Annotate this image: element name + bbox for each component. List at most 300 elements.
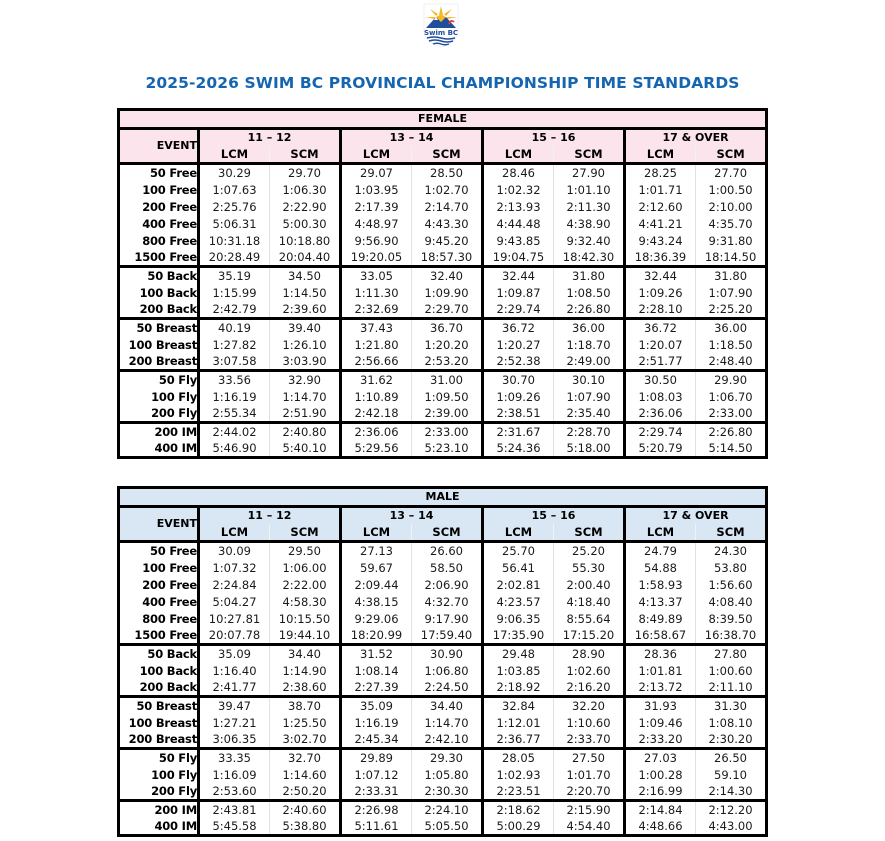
time-standard: 32.70 [288,751,321,765]
time-standard: 24.79 [625,542,696,560]
page-title: 2025-2026 SWIM BC PROVINCIAL CHAMPIONSHIP TIME STANDARDS [145,74,740,92]
event-name: 400 IM [119,440,199,458]
time-standard: 2:13.72 [625,679,696,697]
event-name: 400 IM [119,818,199,836]
event-name: 200 Fly [119,783,199,801]
time-standard: 1:16.19 [199,388,270,405]
time-standard: 2:13.93 [483,198,554,215]
time-standard: 34.40 [288,647,321,661]
event-name: 800 Free [119,610,199,627]
event-name: 50 Back [119,645,199,663]
table-row [119,336,767,353]
time-standard: 9:31.80 [708,233,753,248]
swim-bc-logo-icon [421,2,461,48]
time-standard: 20:07.78 [199,627,270,645]
time-standard: 1:03.85 [483,662,554,679]
time-standard: 1:00.60 [708,663,753,678]
time-standard: 32.40 [430,269,463,283]
time-standard: 2:26.80 [554,301,625,319]
time-standard: 2:42.10 [412,731,483,749]
table-row [119,353,767,371]
time-standard: 29.89 [341,749,412,767]
course-header-scm: SCM [270,146,341,164]
time-standard: 29.30 [430,751,463,765]
event-name: 50 Breast [119,319,199,337]
time-standard: 2:11.30 [566,199,611,214]
time-standard: 2:35.40 [554,405,625,423]
time-standard: 1:20.20 [424,337,469,352]
time-standard: 2:26.98 [341,801,412,819]
time-standard: 2:52.38 [483,353,554,371]
time-standard: 2:30.20 [696,731,767,749]
time-standard: 4:23.57 [483,593,554,610]
time-standard: 1:14.60 [282,767,327,782]
time-standard: 2:48.40 [696,353,767,371]
event-name: 50 Back [119,267,199,285]
table-row [119,679,767,697]
table-row [119,783,767,801]
table-row [119,405,767,423]
time-standard: 5:23.10 [424,441,469,455]
time-standard: 29.07 [341,164,412,182]
time-standard: 2:55.34 [199,405,270,423]
time-standard: 17:59.40 [412,627,483,645]
table-row [119,198,767,215]
event-name: 200 IM [119,423,199,441]
time-standard: 4:38.90 [566,216,611,231]
table-row [119,181,767,198]
time-standard: 9:43.85 [483,232,554,249]
male-standards-table [117,486,768,837]
time-standard: 8:49.89 [625,610,696,627]
time-standard: 2:09.44 [341,576,412,593]
time-standard: 2:41.77 [199,679,270,697]
time-standard: 1:25.50 [282,715,327,730]
event-column-header: EVENT [119,507,199,542]
time-standard: 2:43.81 [199,801,270,819]
time-standard: 2:14.70 [424,199,469,214]
time-standard: 1:16.19 [341,714,412,731]
table-row [119,164,767,182]
time-standard: 2:53.20 [412,353,483,371]
course-header-lcm: LCM [483,146,554,164]
time-standard: 5:29.56 [341,440,412,458]
time-standard: 2:38.60 [270,679,341,697]
event-name: 400 Free [119,593,199,610]
table-row [119,284,767,301]
time-standard: 10:27.81 [199,610,270,627]
time-standard: 27.03 [625,749,696,767]
course-header-lcm: LCM [341,524,412,542]
time-standard: 2:25.20 [696,301,767,319]
course-header-lcm: LCM [625,146,696,164]
time-standard: 53.80 [714,560,747,575]
time-standard: 1:05.80 [424,767,469,782]
time-standard: 2:33.00 [696,405,767,423]
time-standard: 1:02.60 [566,663,611,678]
time-standard: 1:16.40 [199,662,270,679]
time-standard: 30.29 [199,164,270,182]
time-standard: 9:06.35 [483,610,554,627]
time-standard: 1:11.30 [341,284,412,301]
time-standard: 1:07.32 [199,559,270,576]
course-header-lcm: LCM [199,146,270,164]
time-standard: 31.00 [430,373,463,387]
time-standard: 2:33.70 [554,731,625,749]
time-standard: 31.52 [341,645,412,663]
time-standard: 27.70 [714,166,748,180]
time-standard: 1:15.99 [199,284,270,301]
event-name: 50 Fly [119,749,199,767]
event-name: 100 Fly [119,766,199,783]
time-standard: 1:06.70 [708,389,753,404]
event-name: 100 Breast [119,336,199,353]
time-standard: 28.05 [483,749,554,767]
time-standard: 18:14.50 [696,249,767,267]
time-standard: 9:29.06 [341,610,412,627]
event-name: 1500 Free [119,627,199,645]
time-standard: 29.90 [714,373,748,387]
time-standard: 1:09.26 [625,284,696,301]
time-standard: 4:13.37 [625,593,696,610]
time-standard: 29.48 [483,645,554,663]
course-header-lcm: LCM [341,146,412,164]
sex-heading: MALE [119,488,767,507]
time-standard: 19:20.05 [341,249,412,267]
time-standard: 17:15.20 [554,627,625,645]
table-row [119,423,767,441]
time-standard: 16:58.67 [625,627,696,645]
time-standard: 2:22.00 [282,577,327,592]
time-standard: 33.35 [199,749,270,767]
time-standard: 26.50 [714,751,747,765]
time-standard: 8:55.64 [566,611,611,626]
time-standard: 2:44.02 [199,423,270,441]
time-standard: 1:02.93 [483,766,554,783]
time-standard: 1:12.01 [483,714,554,731]
time-standard: 3:03.90 [270,353,341,371]
time-standard: 36.00 [714,321,748,335]
time-standard: 31.93 [625,697,696,715]
time-standard: 2:02.81 [483,576,554,593]
time-standard: 4:18.40 [566,594,611,609]
time-standard: 18:20.99 [341,627,412,645]
time-standard: 28.46 [483,164,554,182]
event-name: 1500 Free [119,249,199,267]
time-standard: 2:20.70 [554,783,625,801]
time-standard: 1:01.71 [625,181,696,198]
event-name: 50 Breast [119,697,199,715]
time-standard: 32.90 [288,373,321,387]
time-standard: 36.72 [483,319,554,337]
table-row [119,319,767,337]
time-standard: 1:09.46 [625,714,696,731]
time-standard: 3:02.70 [270,731,341,749]
table-row [119,697,767,715]
time-standard: 1:20.27 [483,336,554,353]
time-standard: 31.62 [341,371,412,389]
time-standard: 9:32.40 [566,233,611,248]
time-standard: 2:45.34 [341,731,412,749]
time-standard: 2:29.70 [412,301,483,319]
table-row [119,714,767,731]
time-standard: 1:09.87 [483,284,554,301]
table-row [119,301,767,319]
time-standard: 1:01.10 [566,182,611,197]
time-standard: 29.50 [288,544,321,558]
age-group-header: 15 – 16 [483,507,625,525]
time-standard: 35.09 [199,645,270,663]
age-group-header: 13 – 14 [341,129,483,147]
time-standard: 56.41 [483,559,554,576]
event-column-header: EVENT [119,129,199,164]
time-standard: 25.20 [572,544,605,558]
time-standard: 2:42.79 [199,301,270,319]
time-standard: 1:02.32 [483,181,554,198]
time-standard: 2:17.39 [341,198,412,215]
time-standard: 5:24.36 [483,440,554,458]
time-standard: 1:09.90 [424,285,469,300]
time-standard: 2:14.30 [696,783,767,801]
time-standard: 18:57.30 [412,249,483,267]
time-standard: 36.72 [625,319,696,337]
age-group-header: 17 & OVER [625,129,767,147]
event-name: 400 Free [119,215,199,232]
time-standard: 27.50 [572,751,605,765]
time-standard: 2:24.84 [199,576,270,593]
time-standard: 4:41.21 [625,215,696,232]
time-standard: 18:36.39 [625,249,696,267]
table-row [119,731,767,749]
time-standard: 2:56.66 [341,353,412,371]
time-standard: 19:04.75 [483,249,554,267]
table-row [119,766,767,783]
event-name: 200 Free [119,576,199,593]
time-standard: 36.00 [572,321,605,335]
time-standard: 5:04.27 [199,593,270,610]
time-standard: 2:40.80 [282,425,327,439]
time-standard: 2:36.06 [625,405,696,423]
time-standard: 2:51.77 [625,353,696,371]
table-row [119,559,767,576]
time-standard: 39.40 [288,321,321,335]
time-standard: 8:39.50 [708,611,753,626]
course-header-scm: SCM [412,524,483,542]
time-standard: 5:00.30 [282,216,327,231]
time-standard: 1:09.50 [424,389,469,404]
time-standard: 1:08.50 [566,285,611,300]
table-row [119,267,767,285]
table-row [119,627,767,645]
time-standard: 1:58.93 [625,576,696,593]
time-standard: 2:31.67 [483,423,554,441]
time-standard: 4:35.70 [708,216,753,231]
event-name: 200 Breast [119,731,199,749]
event-name: 100 Back [119,284,199,301]
time-standard: 1:01.70 [566,767,611,782]
time-standard: 25.70 [483,542,554,560]
time-standard: 28.90 [572,647,605,661]
course-header-scm: SCM [412,146,483,164]
time-standard: 2:25.76 [199,198,270,215]
time-standard: 1:18.50 [708,337,753,352]
time-standard: 1:08.10 [708,715,753,730]
time-standard: 2:16.99 [625,783,696,801]
time-standard: 36.70 [430,321,463,335]
time-standard: 2:18.62 [483,801,554,819]
time-standard: 27.90 [572,166,605,180]
time-standard: 34.50 [288,269,321,283]
svg-text:Swim BC: Swim BC [423,29,459,37]
time-standard: 28.36 [625,645,696,663]
table-row [119,542,767,560]
time-standard: 40.19 [199,319,270,337]
time-standard: 1:02.70 [424,182,469,197]
time-standard: 4:43.30 [424,216,469,231]
time-standard: 9:56.90 [341,232,412,249]
time-standard: 30.10 [572,373,605,387]
time-standard: 2:36.77 [483,731,554,749]
time-standard: 5:38.80 [282,819,327,833]
time-standard: 10:31.18 [199,232,270,249]
event-name: 200 Fly [119,405,199,423]
time-standard: 2:24.10 [424,803,469,817]
time-standard: 2:22.90 [282,199,327,214]
time-standard: 5:20.79 [625,440,696,458]
time-standard: 58.50 [430,560,463,575]
time-standard: 2:40.60 [282,803,327,817]
time-standard: 4:38.15 [341,593,412,610]
time-standard: 1:16.09 [199,766,270,783]
time-standard: 5:06.31 [199,215,270,232]
time-standard: 2:32.69 [341,301,412,319]
time-standard: 9:43.24 [625,232,696,249]
time-standard: 1:20.07 [625,336,696,353]
time-standard: 4:54.40 [566,819,611,833]
time-standard: 1:14.90 [282,663,327,678]
time-standard: 1:09.26 [483,388,554,405]
course-header-scm: SCM [554,524,625,542]
event-name: 50 Free [119,164,199,182]
event-name: 200 Back [119,301,199,319]
time-standard: 32.84 [483,697,554,715]
time-standard: 2:26.80 [708,425,753,439]
time-standard: 33.05 [341,267,412,285]
time-standard: 2:12.20 [708,803,753,817]
time-standard: 20:04.40 [270,249,341,267]
time-standard: 1:07.90 [708,285,753,300]
course-header-scm: SCM [554,146,625,164]
time-standard: 54.88 [625,559,696,576]
time-standard: 59.67 [341,559,412,576]
time-standard: 1:10.89 [341,388,412,405]
time-standard: 18:42.30 [554,249,625,267]
time-standard: 4:32.70 [424,594,469,609]
course-header-lcm: LCM [625,524,696,542]
table-row [119,662,767,679]
time-standard: 1:07.90 [566,389,611,404]
time-standard: 4:58.30 [282,594,327,609]
time-standard: 38.70 [288,699,321,713]
table-row [119,215,767,232]
time-standard: 28.25 [625,164,696,182]
time-standard: 1:03.95 [341,181,412,198]
event-name: 200 Free [119,198,199,215]
time-standard: 2:10.00 [708,199,753,214]
course-header-lcm: LCM [199,524,270,542]
swim-bc-logo [421,2,461,48]
table-row [119,593,767,610]
table-row [119,249,767,267]
time-standard: 35.09 [341,697,412,715]
time-standard: 3:07.58 [199,353,270,371]
event-name: 100 Breast [119,714,199,731]
table-row [119,232,767,249]
time-standard: 1:27.21 [199,714,270,731]
time-standard: 2:38.51 [483,405,554,423]
time-standard: 2:11.10 [696,679,767,697]
time-standard: 2:49.00 [554,353,625,371]
time-standard: 1:07.63 [199,181,270,198]
time-standard: 5:14.50 [708,441,753,455]
time-standard: 31.80 [572,269,605,283]
time-standard: 5:05.50 [424,819,469,833]
age-group-header: 15 – 16 [483,129,625,147]
time-standard: 2:39.60 [270,301,341,319]
event-name: 200 Back [119,679,199,697]
time-standard: 35.19 [199,267,270,285]
time-standard: 1:27.82 [199,336,270,353]
time-standard: 1:14.70 [424,715,469,730]
time-standard: 10:18.80 [278,233,331,248]
course-header-scm: SCM [270,524,341,542]
table-row [119,388,767,405]
time-standard: 9:17.90 [424,611,469,626]
time-standard: 4:43.00 [708,819,753,833]
time-standard: 27.13 [341,542,412,560]
event-name: 100 Back [119,662,199,679]
time-standard: 26.60 [430,544,463,558]
time-standard: 32.44 [625,267,696,285]
time-standard: 4:48.97 [341,215,412,232]
time-standard: 28.50 [430,166,463,180]
female-standards-table [117,108,768,459]
time-standard: 1:56.60 [708,577,753,592]
time-standard: 9:45.20 [424,233,469,248]
table-row [119,801,767,819]
event-name: 200 Breast [119,353,199,371]
time-standard: 29.70 [288,166,321,180]
time-standard: 2:12.60 [625,198,696,215]
time-standard: 1:00.28 [625,766,696,783]
time-standard: 39.47 [199,697,270,715]
time-standard: 5:40.10 [282,441,327,455]
time-standard: 5:46.90 [199,440,270,458]
time-standard: 30.50 [625,371,696,389]
age-group-header: 11 – 12 [247,509,292,522]
time-standard: 33.56 [199,371,270,389]
time-standard: 59.10 [714,767,747,782]
time-standard: 1:18.70 [566,337,611,352]
time-standard: 17:35.90 [483,627,554,645]
time-standard: 2:30.30 [412,783,483,801]
event-name: 800 Free [119,232,199,249]
time-standard: 31.30 [714,699,747,713]
time-standard: 30.70 [483,371,554,389]
time-standard: 2:53.60 [199,783,270,801]
time-standard: 5:00.29 [483,818,554,836]
event-name: 100 Free [119,559,199,576]
